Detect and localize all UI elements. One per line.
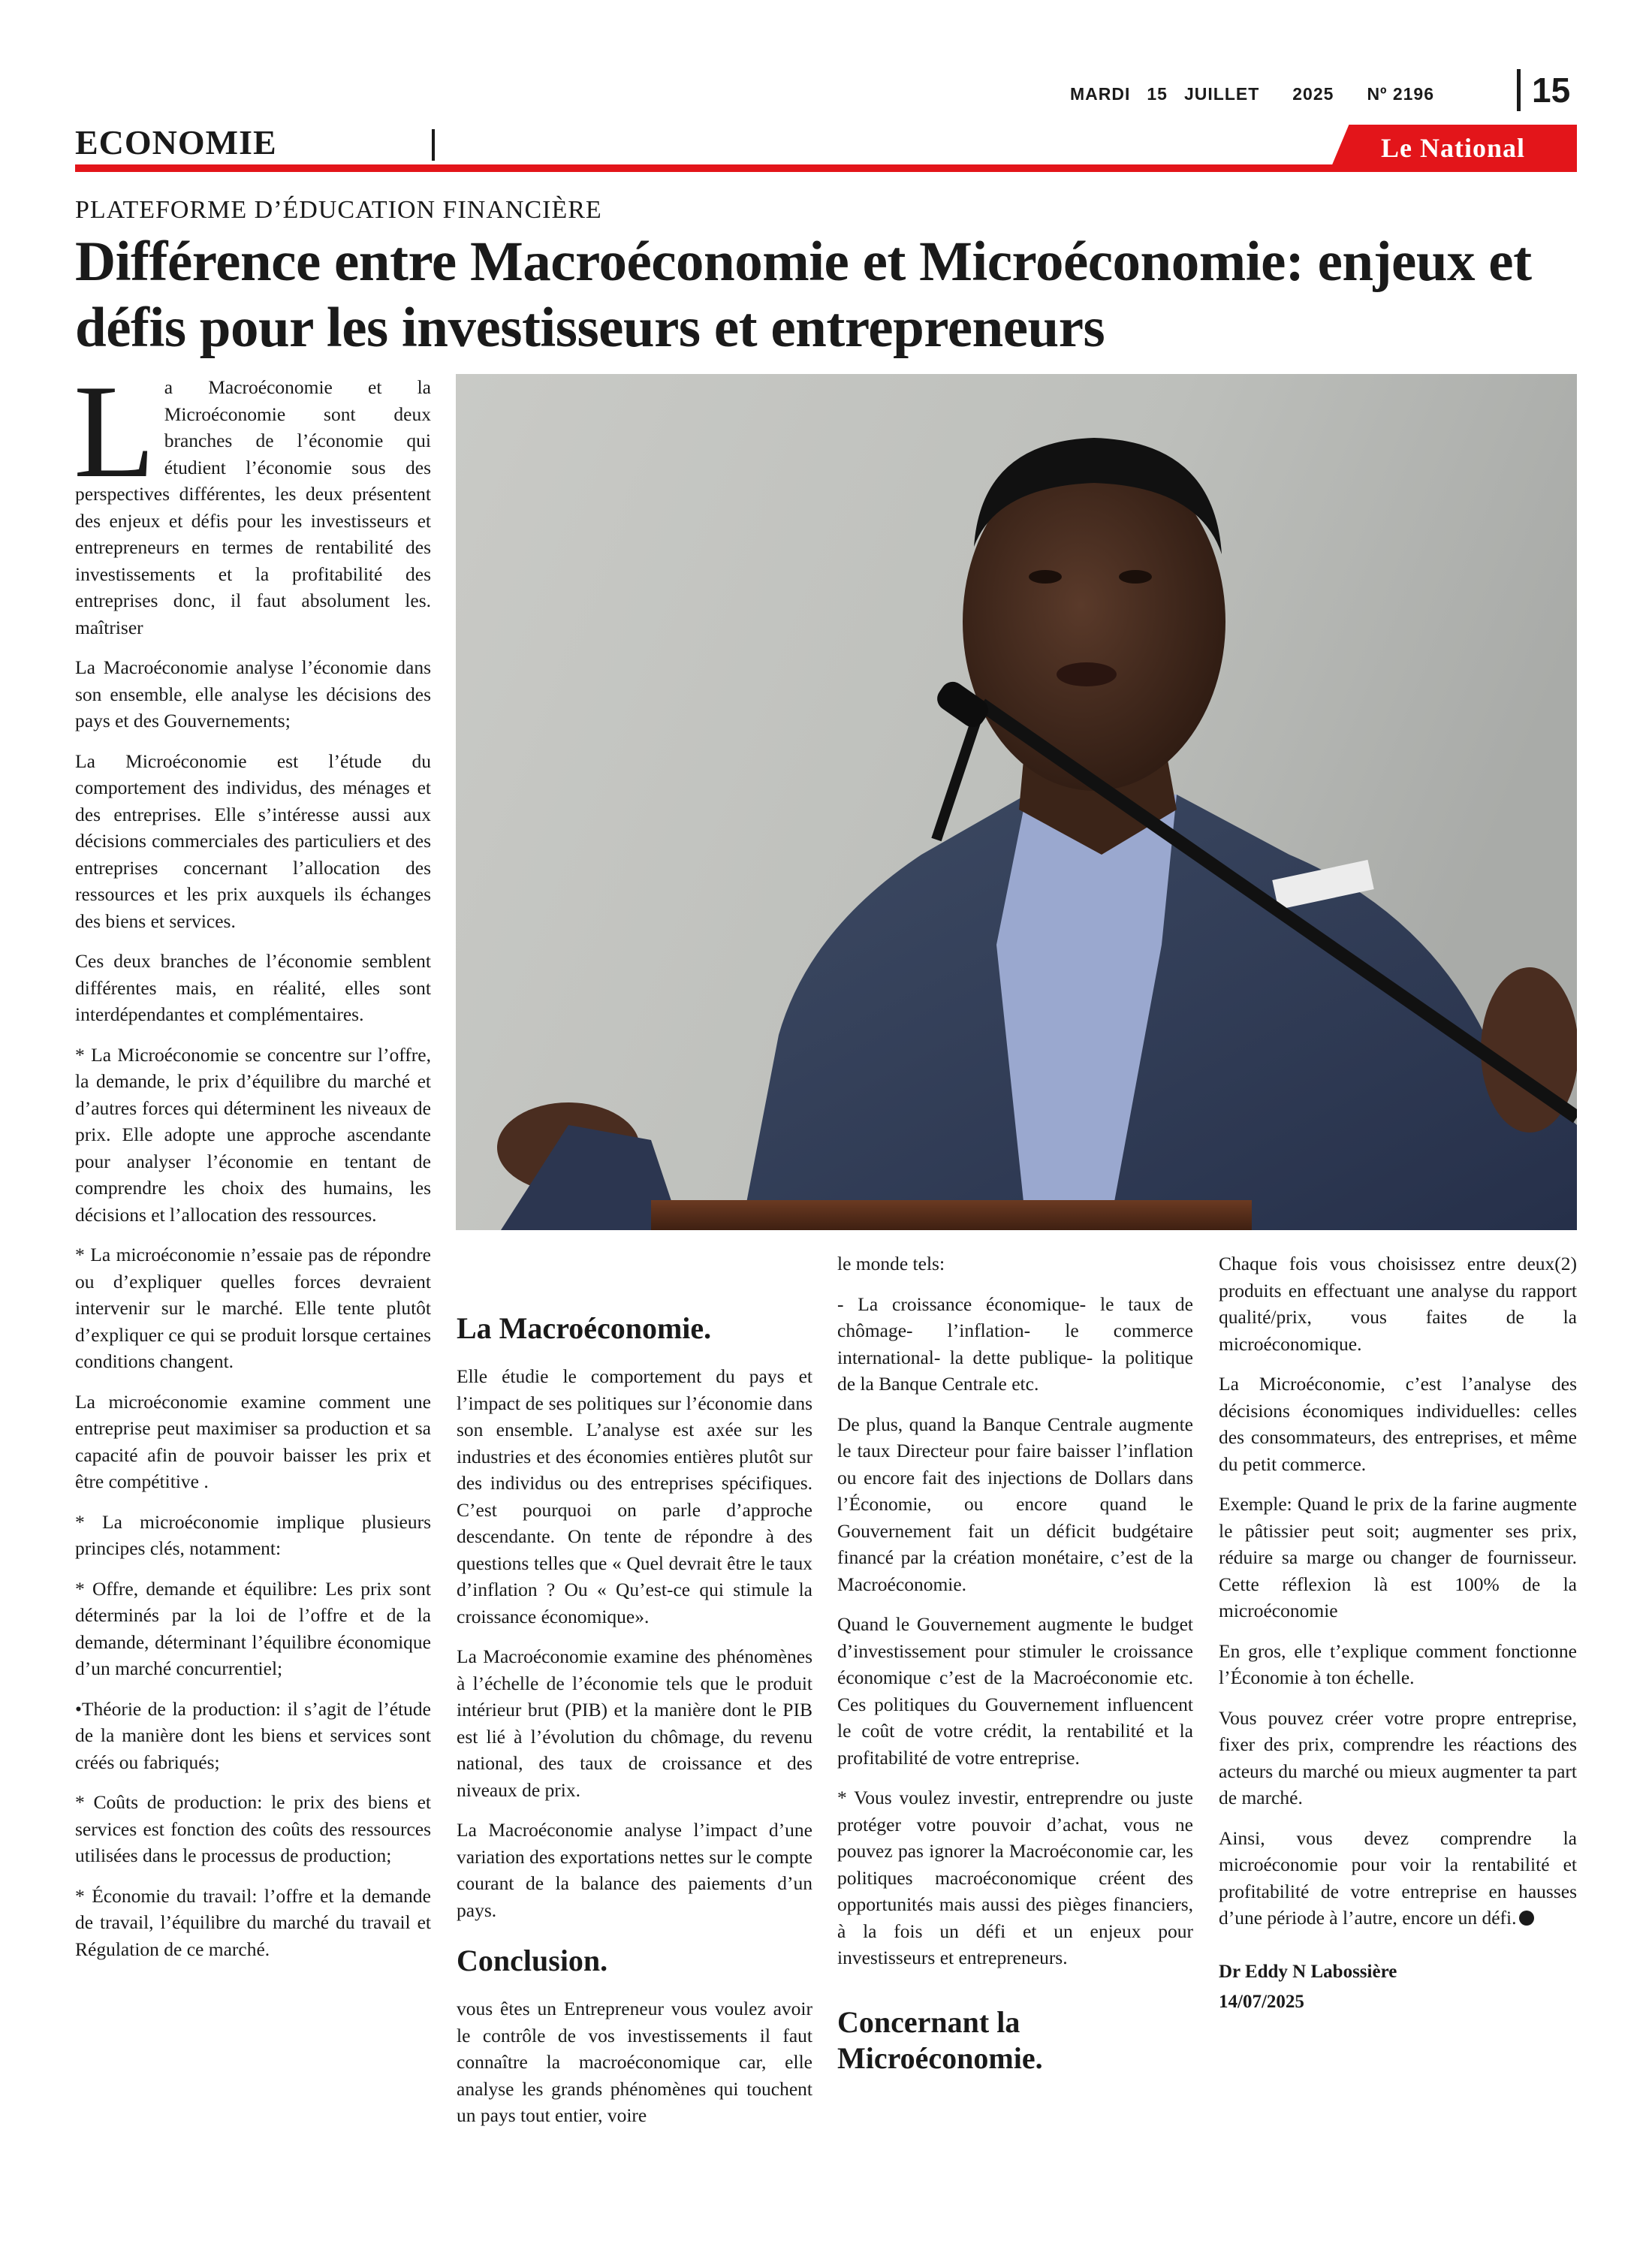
subheading-microeconomie: Concernant la Microéconomie. [837,2004,1043,2075]
paragraph [1219,1825,1577,1932]
header-date-number: 15 [1147,84,1168,104]
paragraph: * La Microéconomie se concentre sur l’offre, la demande, le prix d’équilibre du marché et d’autres forces qui déterminent les niveaux de prix. Elle adopte une approche ascendante pour analyser l’économie en tentant de comprendre les choix des humains, les décisions et l’allocation des ressources. [75,1043,431,1226]
author-date: 14/07/2025 [1219,1991,1304,2012]
paragraph: Elle étudie le comportement du pays et l’impact de ses politiques sur l’économie dans son ensemble. L’analyse est axée sur les industries et des économies entières plutôt sur des individus ou des entreprises spécifiques. C’est pourquoi on parle d’approche descendante. On tente de répondre à des questions telles que « Quel devrait être le taux d’inflation ? Ou « Qu’est-ce qui stimule la croissance économique». [457,1365,812,1627]
paragraph: * La microéconomie n’essaie pas de répondre ou d’expliquer quelles forces devraient intervenir sur le marché. Elle tente plutôt d’expliquer ce qui se produit lorsque certaines conditions changent. [75,1244,431,1372]
paragraph: Quand le Gouvernement augmente le budget d’investissement pour stimuler le croissance économique c’est de la Macroéconomie etc. Ces politiques du Gouvernement influencent le coût de votre crédit, la rentabilité et la profitabilité de votre entreprise. [837,1613,1193,1769]
paragraph: La Macroéconomie analyse l’impact d’une variation des exportations nettes sur le compte courant de la balance des paiements d’un pays. [457,1819,812,1921]
header-divider [1517,69,1521,111]
header-issue-number: Nº 2196 [1367,84,1435,104]
paragraph: La Microéconomie, c’est l’analyse des décisions économiques individuelles: celles des consommateurs, des entreprises, et même du petit commerce. [1219,1373,1577,1475]
subheading-conclusion: Conclusion. [457,1944,608,1977]
paragraph: La Microéconomie est l’étude du comportement des individus, des ménages et des entreprises. Elle s’intéresse aussi aux décisions commerciales des particuliers et des entreprises concernant l’allocation des ressources et les prix auxquels ils échanges des biens et services. [75,749,431,932]
header-month: JUILLET [1183,84,1260,104]
paragraph: vous êtes un Entrepreneur vous voulez avoir le contrôle de vos investissements il faut connaître la macroéconomique car, elle analyse les grands phénomènes qui touchent un pays tout entier, voire [457,1998,812,2126]
paragraph: * La microéconomie implique plusieurs principes clés, notamment: [75,1510,431,1559]
subheading-macroeconomie: La Macroéconomie. [457,1311,712,1345]
paragraph: Vous pouvez créer votre propre entreprise, fixer des prix, comprendre les réactions des acteurs du marché ou mieux augmenter ta part de marché. [1219,1706,1577,1808]
closing-paragraph-text: Ainsi, vous devez comprendre la microéconomie pour voir la rentabilité et profitabilité de votre entreprise en hausses d’une période à l’autre, encore un défi. [1219,1826,1577,1929]
article-column-3 [837,1250,1193,2093]
paragraph: •Théorie de la production: il s’agit de l’étude de la manière dont les biens et services sont créés ou fabriqués; [75,1697,431,1773]
article-headline: Différence entre Macroéconomie et Microéconomie: enjeux et défis pour les investisseurs et entrepreneurs [75,231,1532,359]
article-column-4 [1219,1250,1577,2017]
section-divider [432,129,435,161]
paragraph: * Économie du travail: l’offre et la demande de travail, l’équilibre du marché du travail et Régulation de ce marché. [75,1884,431,1960]
lead-paragraph [74,357,431,641]
lead-paragraph-text: a Macroéconomie et la Microéconomie sont deux branches de l’économie qui étudient l’économie sous des perspectives différentes, les deux présentent des enjeux et défis pour les investisseurs et entrepreneurs en termes de rentabilité des investissements et la profitabilité des entreprises donc, il faut absolument les. maîtriser [75,376,431,638]
author-name: Dr Eddy N Labossière [1219,1961,1397,1982]
header-year: 2025 [1292,84,1334,104]
article-photo [456,374,1577,1230]
paragraph: De plus, quand la Banque Centrale augmente le taux Directeur pour faire baisser l’inflation ou encore fait des injections de Dollars dans l’Économie, ou encore quand le Gouvernement fait un déficit budgétaire financé par la création monétaire, c’est de la Macroéconomie. [837,1413,1193,1595]
paragraph: La microéconomie examine comment une entreprise peut maximiser sa production et sa capacité afin de pouvoir baisser les prix et être compétitive . [75,1390,431,1492]
paragraph: * Vous voulez investir, entreprendre ou juste protéger votre pouvoir d’achat, vous ne pouvez pas ignorer la Macroéconomie car, les politiques macroéconomique créent des opportunités mais aussi des pièges financiers, à la fois un défi et un enjeux pour investisseurs et entrepreneurs. [837,1787,1193,1968]
article-kicker: PLATEFORME D’ÉDUCATION FINANCIÈRE [75,196,602,224]
section-title: ECONOMIE [75,123,277,161]
paragraph: * Coûts de production: le prix des biens et services est fonction des coûts des ressources utilisées dans le processus de production; [75,1791,431,1866]
paragraph: En gros, elle t’explique comment fonctionne l’Économie à ton échelle. [1219,1639,1577,1688]
article-column-2 [457,1310,812,2143]
drop-cap: L [74,357,155,505]
paragraph: Ces deux branches de l’économie semblent différentes mais, en réalité, elles sont interdépendantes et complémentaires. [75,950,431,1025]
end-mark-icon [1519,1911,1534,1926]
header-dateline [1070,84,1491,104]
paragraph: La Macroéconomie examine des phénomènes à l’échelle de l’économie tels que le produit intérieur brut (PIB) et la manière dont le PIB est lié à l’évolution du chômage, du revenu national, des taux de croissance et des niveaux de prix. [457,1645,812,1801]
header-day: MARDI [1070,84,1131,104]
paragraph: le monde tels: [837,1253,945,1274]
paragraph: La Macroéconomie analyse l’économie dans son ensemble, elle analyse les décisions des pays et des Gouvernements; [75,656,431,731]
page-number: 15 [1532,71,1571,110]
paragraph: Exemple: Quand le prix de la farine augmente le pâtissier peut soit; augmenter ses prix, réduire sa marge ou changer de fournisseur. Cette réflexion là est 100% de la microéconomie [1219,1493,1577,1621]
article-column-1 [74,357,431,1976]
paragraph: * Offre, demande et équilibre: Les prix sont déterminés par la loi de l’offre et de la demande, déterminant l’équilibre économique d’un marché concurrentiel; [75,1577,431,1679]
paragraph: - La croissance économique- le taux de chômage- l’inflation- le commerce international- la dette publique- la politique de la Banque Centrale etc. [837,1292,1193,1395]
paragraph: Chaque fois vous choisissez entre deux(2) produits en effectuant une analyse du rapport qualité/prix, vous faites de la microéconomique. [1219,1253,1577,1355]
newspaper-name: Le National [1380,133,1525,163]
